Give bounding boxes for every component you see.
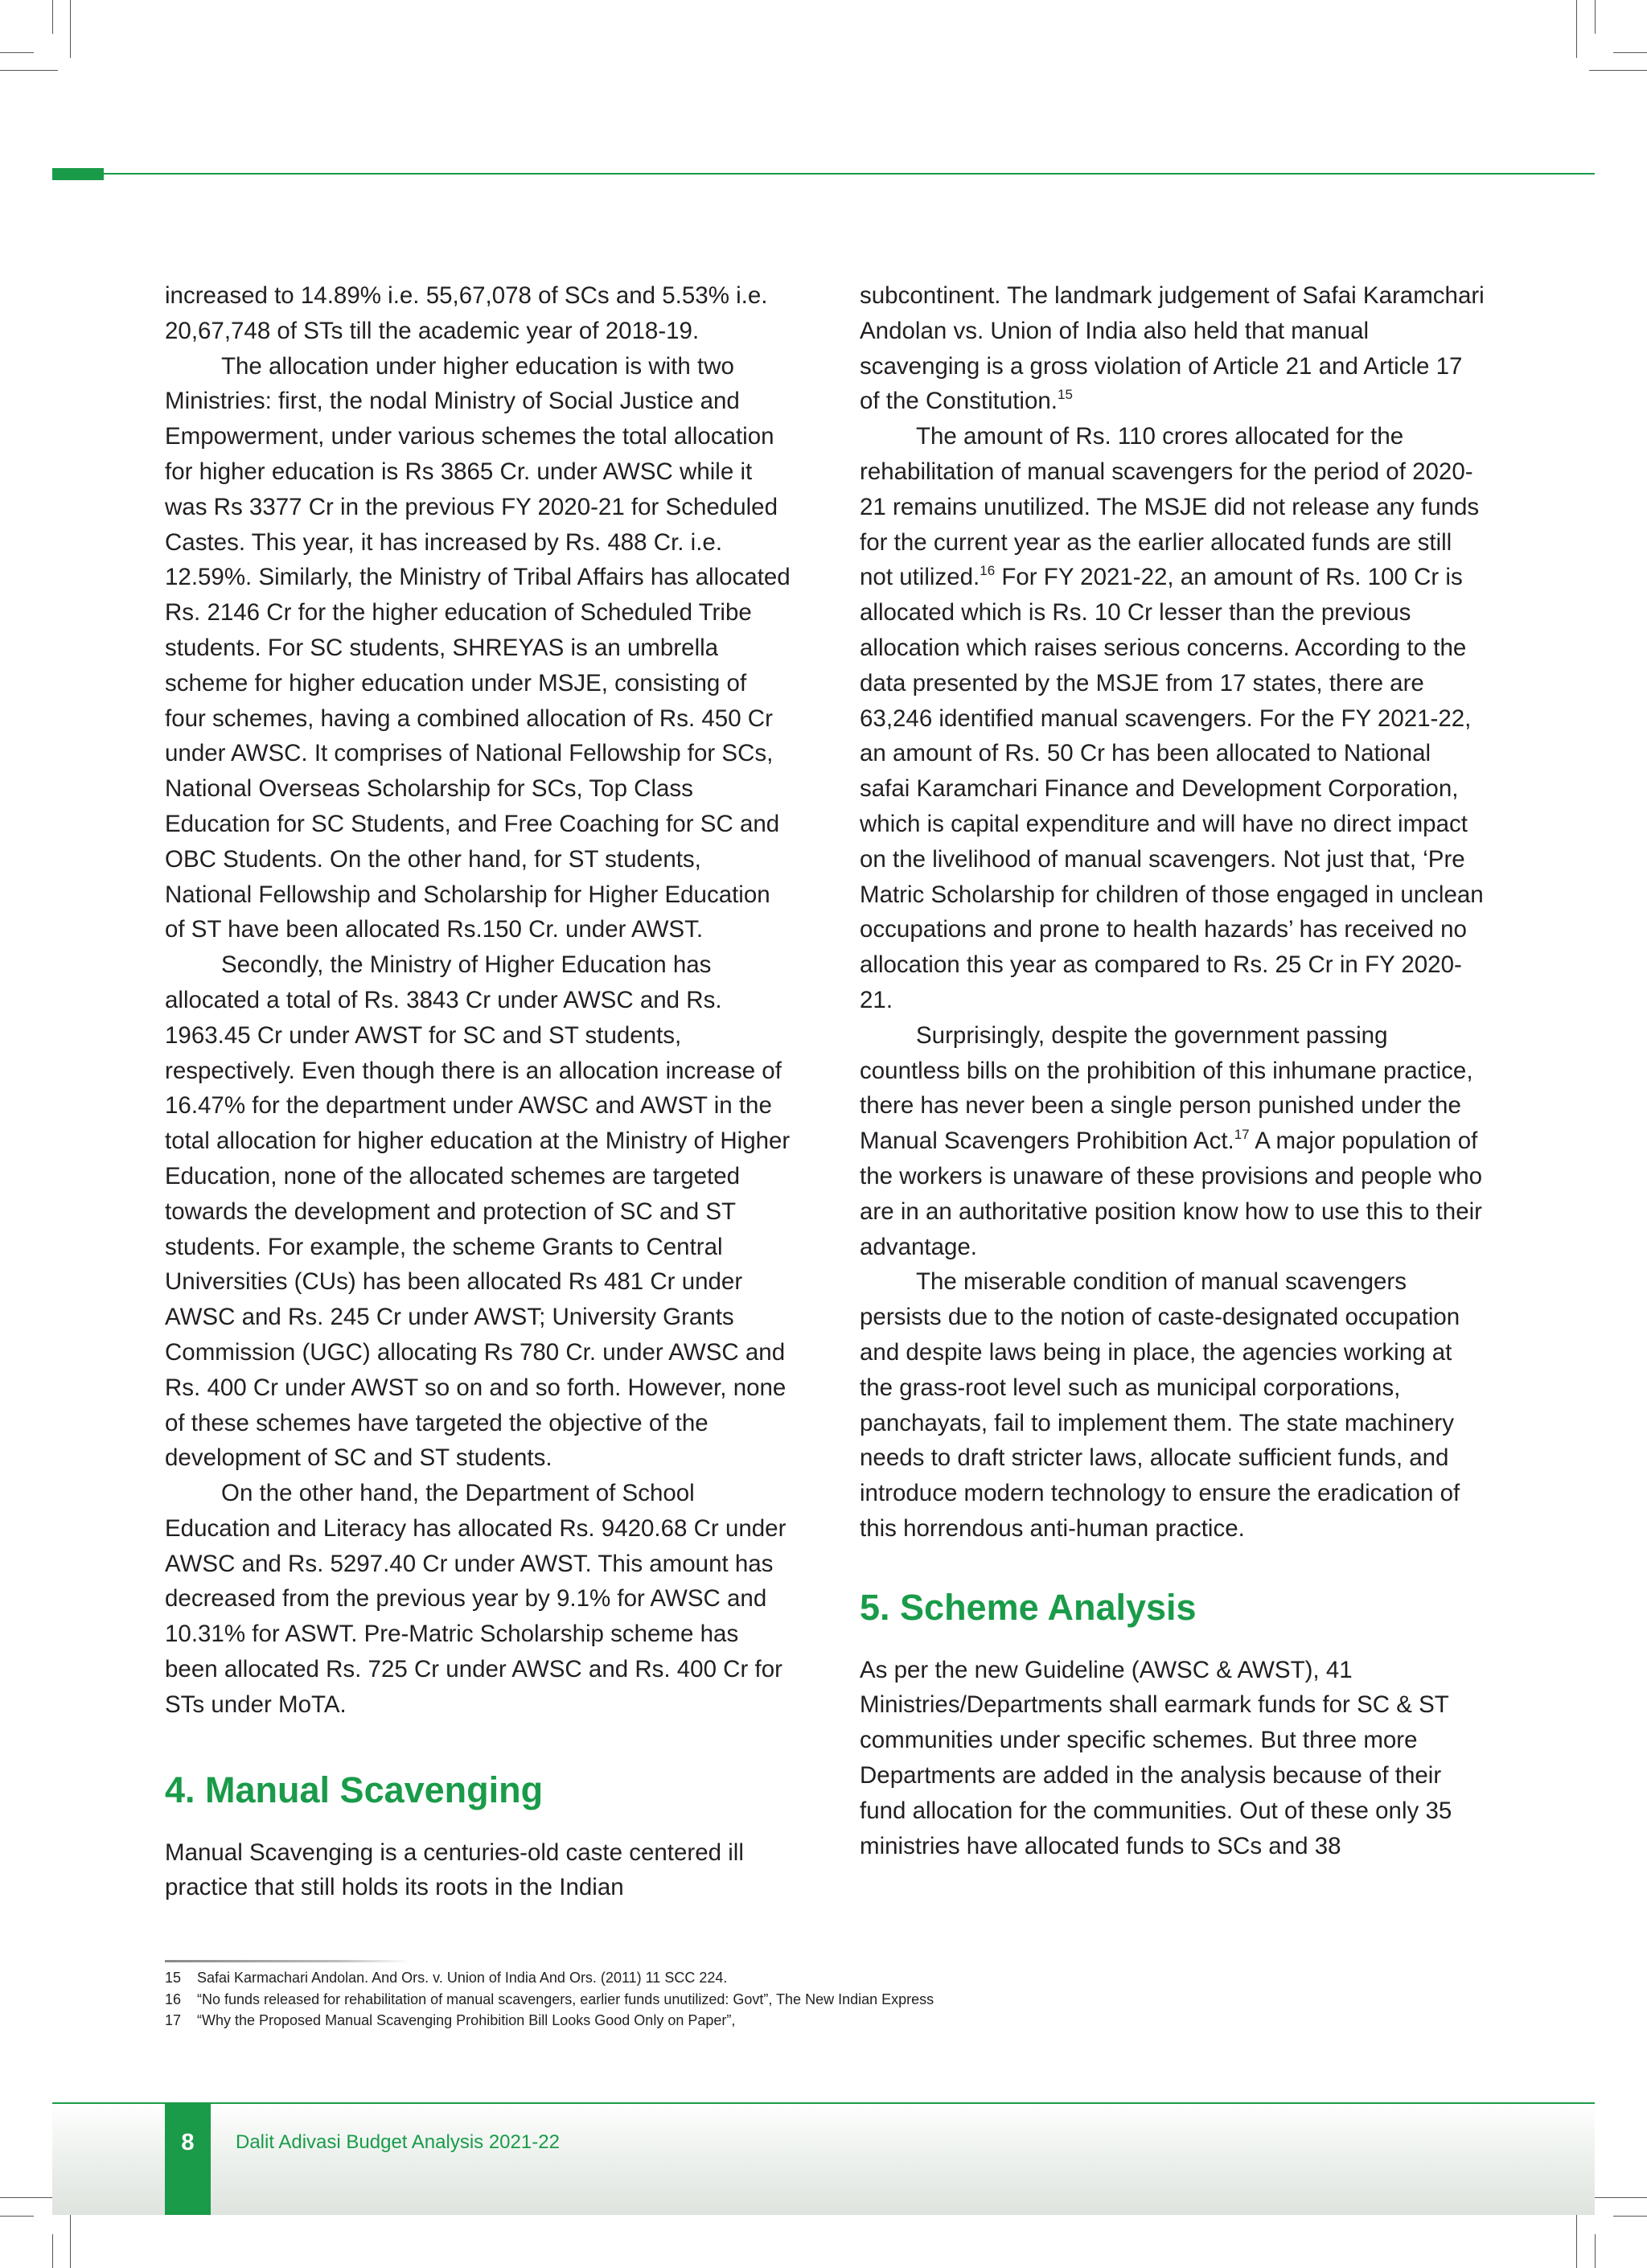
footnote-number: 16 [165, 1991, 182, 2007]
crop-mark [1589, 70, 1647, 71]
footnote-number: 17 [165, 2012, 182, 2028]
page-number-tab [165, 2104, 211, 2215]
crop-mark [70, 2210, 71, 2268]
paragraph: The allocation under higher education is with two Ministries: first, the nodal Ministry of Social Justice and Empowerment, under various schemes the total allocation for higher education is Rs 3865 Cr. under AWSC while it was Rs 3377 Cr in the previous FY 2020-21 for Scheduled Castes. This year, it has increased by Rs. 488 Cr. i.e. 12.59%. Similarly, the Ministry of Tribal Affairs has allocated Rs. 2146 Cr for the higher education of Scheduled Tribe students. For SC students, SHREYAS is an umbrella scheme for higher education under MSJE, consisting of four schemes, having a combined allocation of Rs. 450 Cr under AWSC. It comprises of National Fellowship for SCs, National Overseas Scholarship for SCs, Top Class Education for SC Students, and Free Coaching for SC and OBC Students. On the other hand, for ST students, National Fellowship and Scholarship for Higher Education of ST have been allocated Rs.150 Cr. under AWST. [165, 352, 791, 943]
paragraph: Secondly, the Ministry of Higher Education has allocated a total of Rs. 3843 Cr under AWSC and Rs. 1963.45 Cr under AWST for SC and ST students, respectively. Even though there is an allocation increase of 16.47% for the department under AWSC and AWST in the total allocation for higher education at the Ministry of Higher Education, none of the allocated schemes are targeted towards the development and protection of SC and ST students. For example, the scheme Grants to Central Universities (CUs) has been allocated Rs 481 Cr under AWSC and Rs. 245 Cr under AWST; University Grants Commission (UGC) allocating Rs 780 Cr. under AWSC and Rs. 400 Cr under AWST so on and so forth. However, none of these schemes have targeted the objective of the development of SC and ST students. [165, 951, 791, 1472]
paragraph [860, 278, 1487, 419]
crop-mark [1595, 0, 1596, 34]
footnote-ref[interactable]: 17 [1234, 1127, 1250, 1143]
footer-rule [52, 2102, 1595, 2104]
paragraph: Manual Scavenging is a centuries-old caste centered ill practice that still holds its roots in the Indian [165, 1839, 744, 1901]
section-heading-manual-scavenging: 4. Manual Scavenging [165, 1769, 544, 1810]
crop-mark [1576, 2210, 1577, 2268]
footer-background [52, 2102, 1595, 2215]
crop-mark [1613, 52, 1647, 53]
footnote-ref[interactable]: 15 [1057, 387, 1073, 403]
footnote-text: Safai Karmachari Andolan. And Ors. v. Union of India And Ors. (2011) 11 SCC 224. [197, 1970, 728, 1986]
crop-mark [0, 2197, 58, 2198]
paragraph-text: Surprisingly, despite the government passing countless bills on the prohibition of this inhumane practice, there has never been a single person punished under the Manual Scavengers Prohibition Act. [860, 1021, 1473, 1155]
crop-mark [70, 0, 71, 58]
header-rule [52, 173, 1595, 175]
page-number: 8 [181, 2130, 195, 2155]
paragraph: The miserable condition of manual scavengers persists due to the notion of caste-designated occupation and despite laws being in place, the agencies working at the grass-root level such as municipal corporations, panchayats, fail to implement them. The state machinery needs to draft stricter laws, allocate sufficient funds, and introduce modern technology to ensure the eradication of this horrendous anti-human practice. [860, 1268, 1460, 1542]
paragraph: As per the new Guideline (AWSC & AWST), 41 Ministries/Departments shall earmark funds for SC & ST communities under specific schemes. But three more Departments are added in the analysis because of their fund allocation for the communities. Out of these only 35 ministries have allocated funds to SCs and 38 [860, 1656, 1452, 1859]
footer-title: Dalit Adivasi Budget Analysis 2021-22 [236, 2131, 560, 2153]
paragraph [860, 419, 1487, 1018]
crop-mark [0, 70, 58, 71]
footnote-text: “No funds released for rehabilitation of manual scavengers, earlier funds unutilized: Govt”, The New Indian Express [197, 1991, 934, 2007]
crop-mark [0, 52, 34, 53]
footnotes [165, 1967, 1371, 2032]
crop-mark [52, 2234, 53, 2268]
crop-mark [1613, 2216, 1647, 2217]
paragraph-text: The amount of Rs. 110 crores allocated for the rehabilitation of manual scavengers for the period of 2020-21 remains unutilized. The MSJE did not release any funds for the current year as the earlier allocated funds are still not utilized. [860, 423, 1480, 591]
crop-mark [52, 0, 53, 34]
footnote [165, 1967, 1371, 1989]
paragraph: increased to 14.89% i.e. 55,67,078 of SCs and 5.53% i.e. 20,67,748 of STs till the academic year of 2018-19. [165, 282, 768, 344]
paragraph-text: A major population of the workers is unaware of these provisions and people who are in an authoritative position know how to use this to their advantage. [860, 1128, 1483, 1260]
footnote [165, 2010, 1371, 2032]
header-accent-bar [52, 168, 104, 180]
paragraph-text: For FY 2021-22, an amount of Rs. 100 Cr is allocated which is Rs. 10 Cr lesser than the previous allocation which raises serious concerns. According to the data presented by the MSJE from 17 states, there are 63,246 identified manual scavengers. For the FY 2021-22, an amount of Rs. 50 Cr has been allocated to National safai Karamchari Finance and Development Corporation, which is capital expenditure and will have no direct impact on the livelihood of manual scavengers. Not just that, ‘Pre Matric Scholarship for children of those engaged in unclean occupations and prone to health hazards’ has received no allocation this year as compared to Rs. 25 Cr in FY 2020-21. [860, 564, 1484, 1013]
crop-mark [0, 2216, 34, 2217]
footnote-text: “Why the Proposed Manual Scavenging Prohibition Bill Looks Good Only on Paper”, [197, 2012, 736, 2028]
footnote [165, 1989, 1371, 2011]
paragraph-text: subcontinent. The landmark judgement of Safai Karamchari Andolan vs. Union of India also held that manual scavenging is a gross violation of Article 21 and Article 17 of the Constitution. [860, 282, 1485, 415]
footnote-rule [165, 1960, 410, 1962]
crop-mark [1589, 2197, 1647, 2198]
crop-mark [1595, 2234, 1596, 2268]
footnote-ref[interactable]: 16 [980, 563, 996, 579]
paragraph: On the other hand, the Department of School Education and Literacy has allocated Rs. 9420.68 Cr under AWSC and Rs. 5297.40 Cr under AWST. This amount has decreased from the previous year by 9.1% for AWSC and 10.31% for ASWT. Pre-Matric Scholarship scheme has been allocated Rs. 725 Cr under AWSC and Rs. 400 Cr for STs under MoTA. [165, 1480, 787, 1718]
paragraph [860, 1018, 1487, 1265]
left-column [165, 278, 792, 1905]
footnote-number: 15 [165, 1970, 182, 1986]
crop-mark [1576, 0, 1577, 58]
right-column [860, 278, 1487, 1863]
section-heading-scheme-analysis: 5. Scheme Analysis [860, 1586, 1197, 1628]
